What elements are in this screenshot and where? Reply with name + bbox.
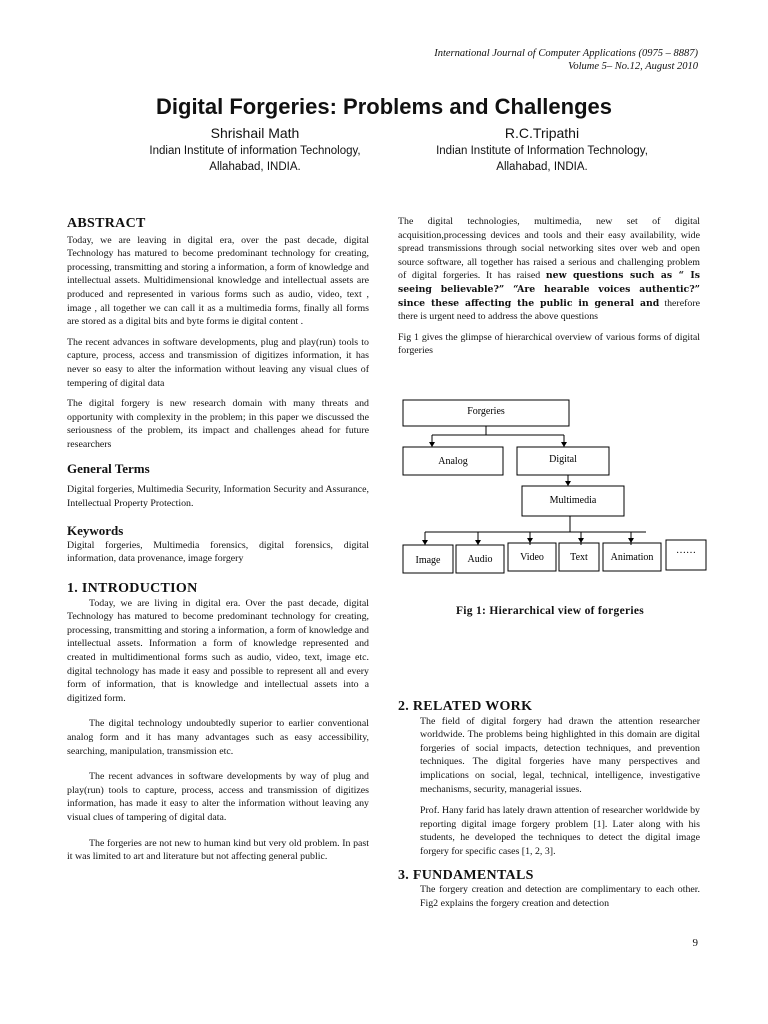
body-paragraph: Fig 1 gives the glimpse of hierarchical overview of various forms of digital forgeries	[398, 331, 700, 357]
author-1	[105, 125, 405, 174]
introduction-paragraph: The digital technology undoubtedly superior to earlier conventional analog form and it has many advantages such as easy accessibility, searching, manipulation, transmission etc.	[67, 718, 369, 757]
page-number: 9	[692, 937, 698, 949]
author-affiliation-location: Allahabad, INDIA.	[496, 161, 588, 173]
abstract-heading: ABSTRACT	[67, 216, 146, 231]
diagram-label-analog: Analog	[438, 456, 468, 467]
introduction-paragraph: The forgeries are not new to human kind but very old problem. In past it was limited to art and literature but not affecting general public.	[67, 837, 369, 863]
right-column-lower	[398, 700, 700, 917]
introduction-paragraph: Today, we are living in digital era. Over the past decade, digital Technology has matured to become predominant technology for creating, processing, transmitting and storing a information, a form of knowledge and intellectual assets. Information a form of knowledge represented and created in multidimentional forms such as audio, video, text, image etc. digital technology has made it easy and possible to represent all and every form of information, that is knowledge and intellectual assets into a digitized form.	[67, 597, 369, 704]
diagram-label-image: Image	[415, 555, 441, 566]
author-2	[392, 125, 692, 174]
author-name: Shrishail Math	[210, 125, 300, 141]
general-terms-text: Digital forgeries, Multimedia Security, Information Security and Assurance, Intellectual Property Protection.	[67, 484, 369, 509]
diagram-label-multimedia: Multimedia	[549, 495, 597, 506]
body-text: The digital technologies, multimedia, new set of digital acquisition,processing devices and tools and their easy availability, wide spread transmissions through social networking sites over web and open source software, all together has raised a serious and challenging problem of digital forgeries. It has raised	[398, 216, 700, 282]
abstract-paragraph: The recent advances in software developments, plug and play(run) tools to capture, process, access and transmission of digitizes information, it has never so easy to alter the information without leaving any visual clues of tempering of digital data	[67, 336, 369, 389]
body-text-bold: new questions such as “ Is seeing believable?” “Are hearable voices authentic?” since these affecting the public in general and	[398, 270, 700, 309]
introduction-heading: 1. INTRODUCTION	[67, 581, 198, 597]
author-affiliation-location: Allahabad, INDIA.	[209, 161, 301, 173]
left-column	[67, 217, 369, 871]
diagram-label-digital: Digital	[549, 454, 577, 465]
keywords-heading: Keywords	[67, 523, 124, 539]
related-work-paragraph: The field of digital forgery had drawn the attention researcher worldwide. The problems being highlighted in this domain are digital forgeries of social impacts, detection techniques, and prevention techniques. The digital forgeries have many perspectives and implications on social, legal, technical, intelligence, investigative mechanisms, security, managerial issues.	[420, 715, 700, 795]
right-column	[398, 215, 700, 365]
diagram-label-audio: Audio	[467, 554, 493, 565]
author-name: R.C.Tripathi	[504, 125, 580, 141]
diagram-label-text: Text	[570, 552, 588, 563]
introduction-paragraph: The recent advances in software developments by way of plug and play(run) tools to capture, process, access and transmission of digitizes information, has made it easy to alter the information without leaving any visual clues of tampering of digital data.	[67, 771, 369, 823]
body-text: therefore there is urgent need to address the above questions	[398, 297, 700, 323]
diagram-label-root: Forgeries	[467, 406, 505, 417]
diagram-label-animation: Animation	[610, 552, 654, 563]
figure-1-hierarchy-diagram	[398, 395, 710, 585]
fundamentals-heading: 3. FUNDAMENTALS	[398, 867, 534, 883]
abstract-paragraph: Today, we are leaving in digital era, over the past decade, digital Technology has matured to become predominant technology for creating, processing, transmitting and storing a information, a form of knowledge and intellectual assets. Multidimensional knowledge and intellectual assets are produced and represented in various forms such as audio, video, text , image , all together we can call it as a multimedia forms, finally all forms are stored as a digital bits and byte forms ie digital content .	[67, 234, 369, 328]
related-work-paragraph: Prof. Hany farid has lately drawn attention of researcher worldwide by reporting digital image forgery problem [1]. Later along with his students, he developed the techniques to detect the digital image forgery for specific cases [1, 2, 3].	[420, 805, 700, 857]
related-work-heading: 2. RELATED WORK	[398, 699, 533, 714]
paper-title: Digital Forgeries: Problems and Challenges	[156, 94, 612, 119]
author-affiliation: Indian Institute of information Technology,	[149, 145, 361, 157]
diagram-label-more: ……	[676, 545, 696, 556]
keywords-text: Digital forgeries, Multimedia forensics, digital forensics, digital information, data provenance, image forgery	[67, 539, 369, 565]
fundamentals-paragraph: The forgery creation and detection are complimentary to each other. Fig2 explains the forgery creation and detection	[420, 884, 700, 909]
figure-1-caption: Fig 1: Hierarchical view of forgeries	[455, 605, 645, 617]
journal-header	[434, 47, 698, 73]
body-paragraph	[398, 215, 700, 324]
general-terms-heading: General Terms	[67, 460, 150, 476]
author-affiliation: Indian Institute of Information Technology,	[436, 145, 648, 157]
abstract-paragraph: The digital forgery is new research domain with many threats and opportunity with complexity in the problem; in this paper we discussed the seriousness of the problem, its impact and challenges ahead for future researchers	[67, 398, 369, 450]
journal-volume: Volume 5– No.12, August 2010	[568, 61, 698, 72]
diagram-label-video: Video	[520, 552, 544, 563]
journal-name: International Journal of Computer Applications (0975 – 8887)	[434, 48, 698, 59]
